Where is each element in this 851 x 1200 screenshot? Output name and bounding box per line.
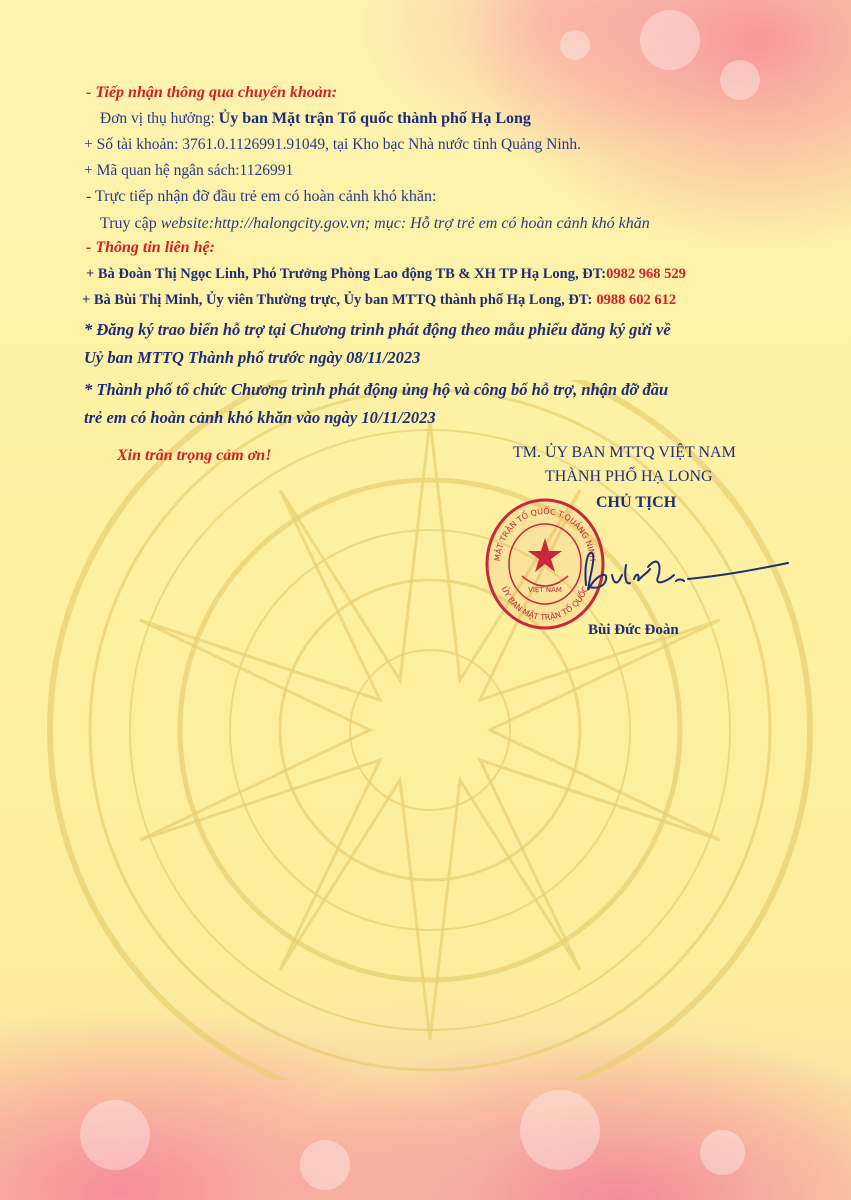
org-line-1: TM. ỦY BAN MTTQ VIỆT NAM — [513, 444, 736, 461]
beneficiary-line — [100, 110, 531, 128]
note-1-line-1: * Đăng ký trao biển hỗ trợ tại Chương trình phát động theo mẫu phiếu đăng ký gửi về — [84, 320, 671, 339]
bokeh-decoration — [700, 1130, 745, 1175]
direct-support-line: - Trực tiếp nhận đỡ đầu trẻ em có hoàn cảnh khó khăn: — [86, 188, 437, 205]
contact-person-2 — [82, 292, 676, 309]
website-link[interactable]: website:http://halongcity.gov.vn; mục: Hỗ trợ trẻ em có hoàn cảnh khó khăn — [160, 215, 650, 232]
contact-person-1 — [86, 266, 686, 283]
org-line-2: THÀNH PHỐ HẠ LONG — [545, 468, 713, 485]
beneficiary-name: Ủy ban Mặt trận Tổ quốc thành phố Hạ Long — [218, 110, 531, 127]
contact-heading: - Thông tin liên hệ: — [86, 239, 215, 256]
website-prefix: Truy cập — [100, 215, 161, 232]
seal-text-top: MẶT TRẬN TỔ QUỐC T.QUẢNG NINH — [492, 506, 597, 562]
position-title: CHỦ TỊCH — [596, 494, 677, 511]
contact-phone-2[interactable]: 0988 602 612 — [596, 292, 677, 308]
bokeh-decoration — [720, 60, 760, 100]
seal-center-text: VIỆT NAM — [528, 586, 562, 594]
bokeh-decoration — [560, 30, 590, 60]
contact-person-2-name: + Bà Bùi Thị Minh, Ủy viên Thường trực, Ủy ban MTTQ thành phố Hạ Long, ĐT: — [82, 292, 593, 308]
bokeh-decoration — [640, 10, 700, 70]
signer-name: Bùi Đức Đoàn — [588, 622, 679, 638]
thanks-text: Xin trân trọng cảm ơn! — [117, 447, 272, 464]
bokeh-decoration — [80, 1100, 150, 1170]
signature-mark — [578, 545, 793, 605]
contact-phone-1[interactable]: 0982 968 529 — [606, 266, 686, 282]
bronze-drum-watermark — [20, 380, 840, 1080]
note-1-line-2: Uỷ ban MTTQ Thành phố trước ngày 08/11/2023 — [84, 348, 421, 367]
contact-person-1-name: + Bà Đoàn Thị Ngọc Linh, Phó Trưởng Phòng Lao động TB & XH TP Hạ Long, ĐT: — [86, 266, 607, 282]
account-number: + Số tài khoản: 3761.0.1126991.91049, tại Kho bạc Nhà nước tỉnh Quảng Ninh. — [84, 136, 582, 153]
seal-text-bottom: ỦY BAN MẶT TRẬN TỔ QUỐC — [499, 585, 591, 623]
budget-code: + Mã quan hệ ngân sách:1126991 — [84, 162, 294, 179]
note-2-line-2: trẻ em có hoàn cảnh khó khăn vào ngày 10/11/2023 — [84, 408, 436, 427]
website-line — [100, 215, 650, 233]
bokeh-decoration — [300, 1140, 350, 1190]
bokeh-decoration — [520, 1090, 600, 1170]
beneficiary-prefix: Đơn vị thụ hưởng: — [100, 110, 219, 127]
note-2-line-1: * Thành phố tổ chức Chương trình phát động ủng hộ và công bố hỗ trợ, nhận đỡ đầu — [84, 380, 669, 399]
transfer-heading: - Tiếp nhận thông qua chuyển khoản: — [86, 84, 338, 101]
